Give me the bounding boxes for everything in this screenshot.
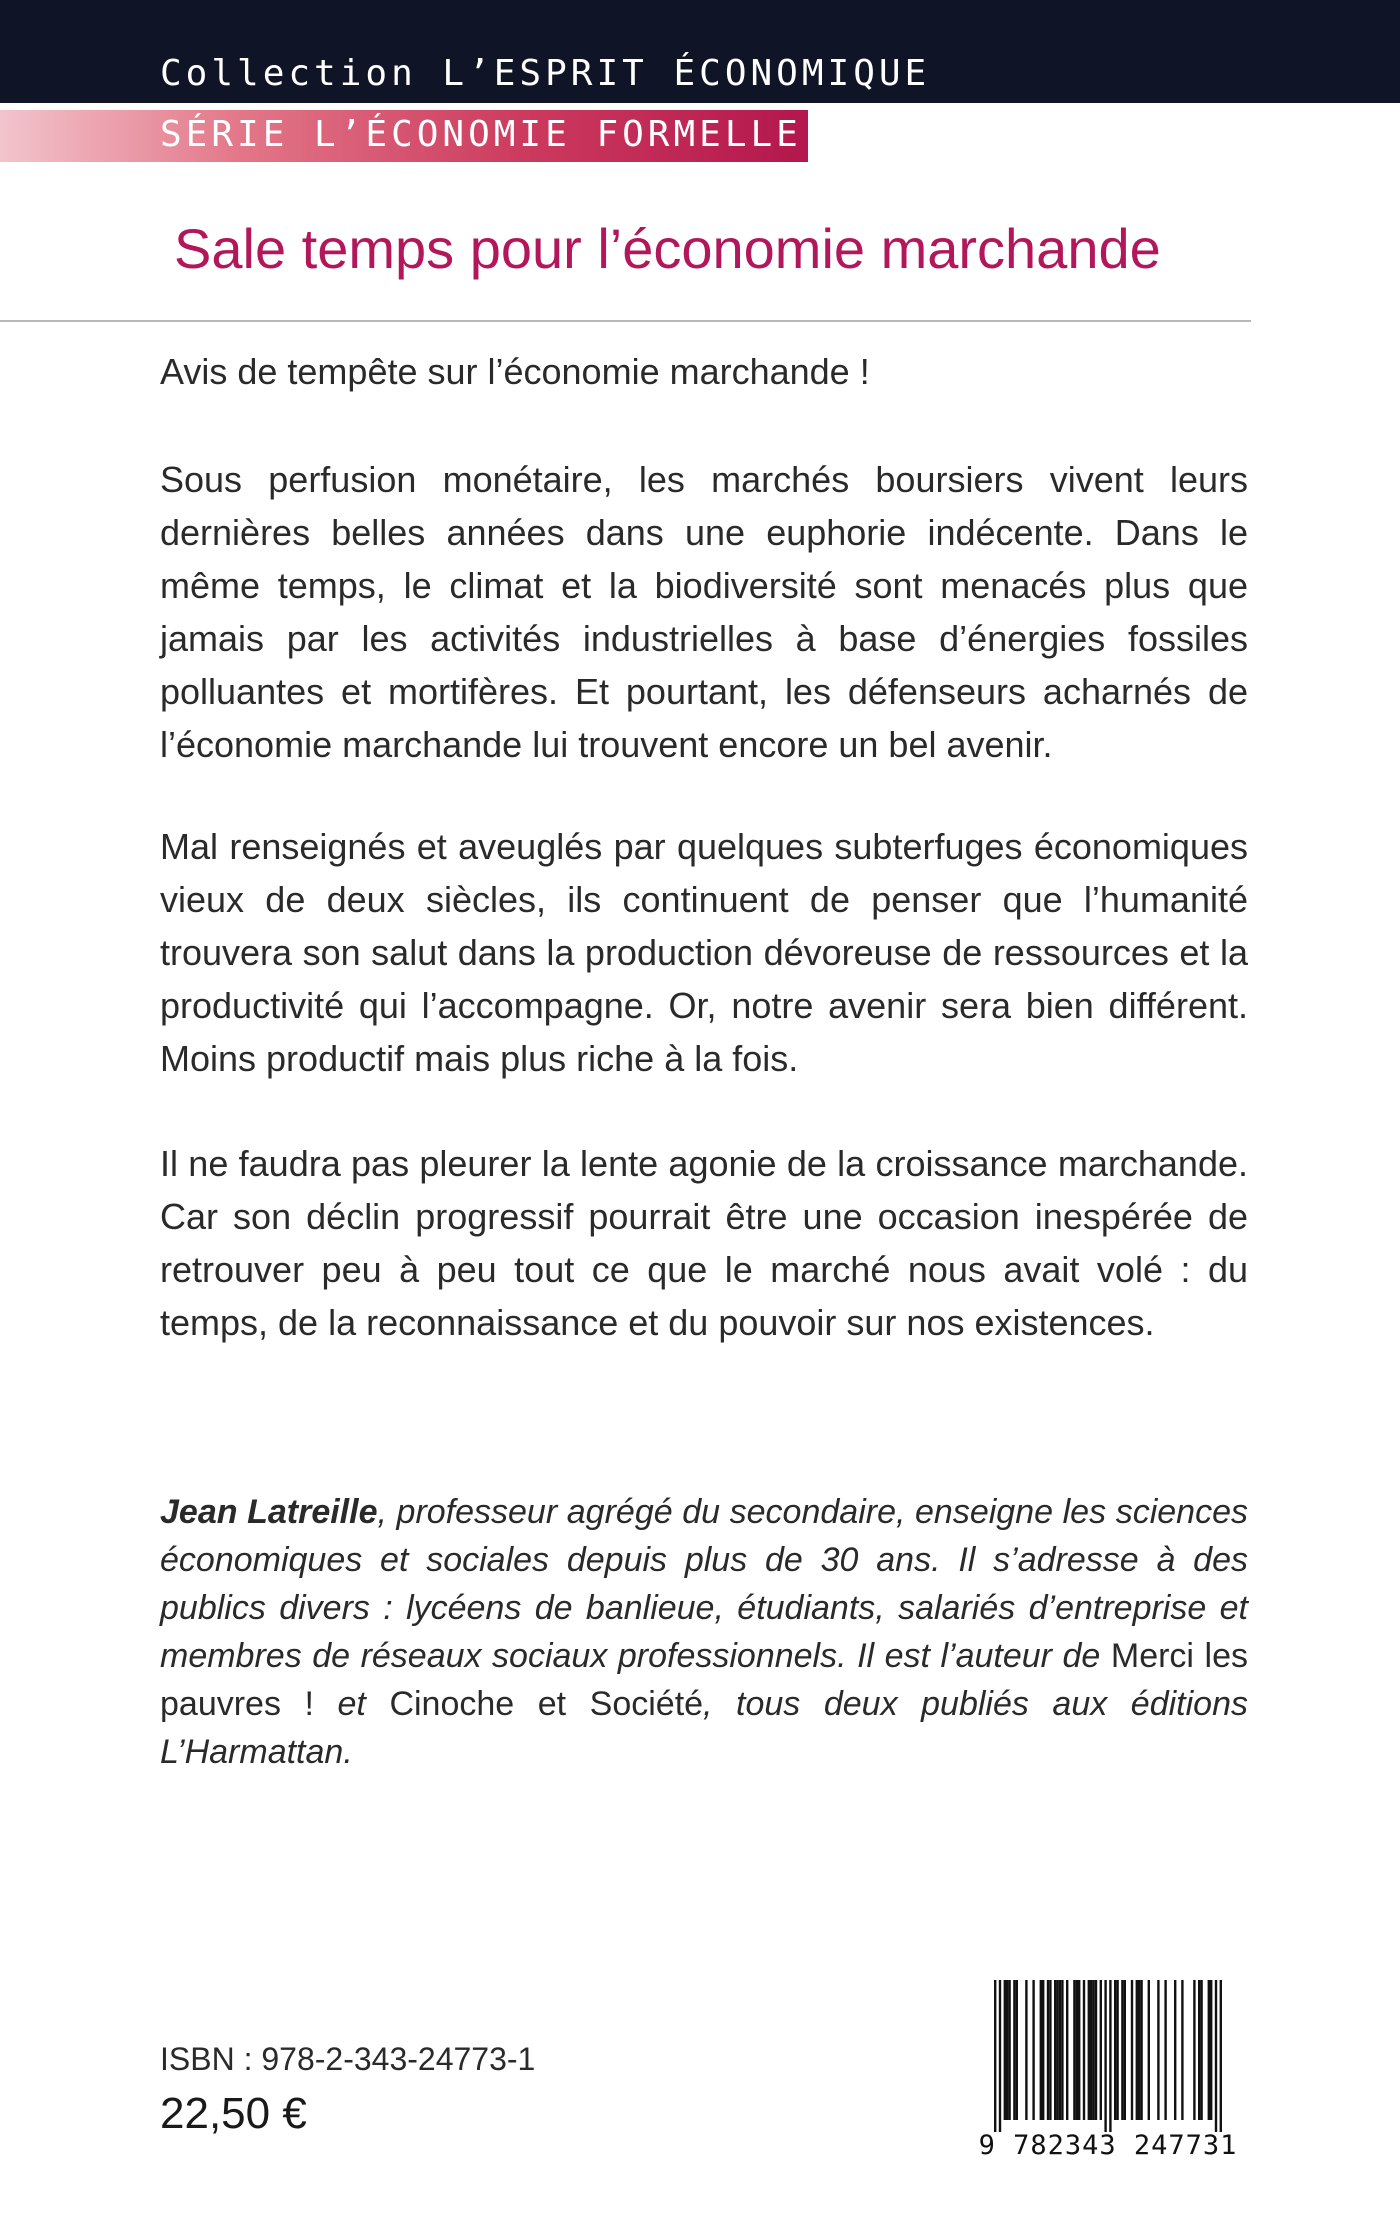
- barcode-bar: [1047, 1980, 1049, 2120]
- barcode-bar: [1100, 1980, 1102, 2120]
- barcode-bar: [1042, 1980, 1044, 2120]
- barcode-bar: [1061, 1980, 1063, 2120]
- barcode-digits: 9 782343 247731: [978, 2130, 1238, 2161]
- barcode-bar: [1090, 1980, 1092, 2120]
- author-bio-text-1: , professeur agrégé du secondaire, enseigne les sciences économiques et sociales depuis plus de 30 ans. Il s’adresse à des publics divers : lycéens de banlieue, étudiants, salariés d’entreprise et membres de réseaux sociaux professionnels. Il est l’auteur de: [160, 1493, 1248, 1675]
- barcode-bar: [1174, 1980, 1176, 2120]
- barcode-bar: [1136, 1980, 1138, 2120]
- barcode-bar: [1164, 1980, 1166, 2120]
- barcode-bar: [1138, 1980, 1140, 2120]
- book-title-2: Cinoche et Société: [389, 1685, 704, 1723]
- barcode-bar: [1004, 1980, 1006, 2120]
- barcode-bar: [1157, 1980, 1159, 2120]
- barcode-bar: [1032, 1980, 1034, 2120]
- barcode-bar: [1109, 1980, 1111, 2132]
- barcode-bar: [1049, 1980, 1051, 2120]
- barcode-bar: [1131, 1980, 1133, 2120]
- barcode-bar: [1066, 1980, 1068, 2120]
- barcode-bar: [1092, 1980, 1094, 2120]
- barcode-bar: [1088, 1980, 1090, 2120]
- barcode-bar: [1193, 1980, 1195, 2120]
- barcode-bar: [1095, 1980, 1097, 2120]
- paragraph-intro: Avis de tempête sur l’économie marchande !: [160, 351, 870, 392]
- paragraph-3: Mal renseignés et aveuglés par quelques subterfuges économiques vieux de deux siècles, ils continuent de penser que l’humanité trouvera son salut dans la production dévoreuse de ressources et la productivité qui l’accompagne. Or, notre avenir sera bien différent. Moins productif mais plus riche à la fois.: [160, 826, 1248, 1079]
- barcode-bar: [1181, 1980, 1183, 2120]
- barcode-bar: [1220, 1980, 1222, 2132]
- barcode-bar: [1013, 1980, 1015, 2120]
- barcode-bar: [1198, 1980, 1200, 2120]
- author-bio-text-2: et: [313, 1685, 390, 1723]
- barcode-bar: [1140, 1980, 1142, 2120]
- author-name: Jean Latreille: [160, 1493, 378, 1531]
- barcode-bar: [1215, 1980, 1217, 2132]
- book-title-1: Merci les pauvres !: [160, 1637, 1248, 1723]
- barcode-bar: [1210, 1980, 1212, 2120]
- title-divider: [0, 320, 1251, 322]
- barcode-bars: [978, 1972, 1238, 2132]
- barcode-bar: [1054, 1980, 1056, 2120]
- barcode-bar: [1006, 1980, 1008, 2120]
- barcode-bar: [1016, 1980, 1018, 2120]
- barcode-bar: [1114, 1980, 1116, 2120]
- barcode-bar: [1056, 1980, 1058, 2120]
- barcode-bar: [1008, 1980, 1010, 2120]
- barcode-bar: [1208, 1980, 1210, 2120]
- isbn-label: ISBN : 978-2-343-24773-1: [160, 2041, 536, 2077]
- paragraph-4: Il ne faudra pas pleurer la lente agonie de la croissance marchande. Car son déclin progressif pourrait être une occasion inespérée de retrouver peu à peu tout ce que le marché nous avait volé : du temps, de la reconnaissance et du pouvoir sur nos existences.: [160, 1143, 1248, 1343]
- book-title: Sale temps pour l’économie marchande: [174, 217, 1161, 280]
- serie-label: SÉRIE L’ÉCONOMIE FORMELLE: [160, 114, 802, 155]
- collection-label: Collection L’ESPRIT ÉCONOMIQUE: [160, 53, 931, 94]
- barcode-bar: [1148, 1980, 1150, 2120]
- barcode-bar: [1121, 1980, 1123, 2120]
- barcode-bar: [1073, 1980, 1075, 2120]
- paragraph-2: Sous perfusion monétaire, les marchés boursiers vivent leurs dernières belles années dans une euphorie indécente. Dans le même temps, le climat et la biodiversité sont menacés plus que jamais par les activités industrielles à base d’énergies fossiles polluantes et mortifères. Et pourtant, les défenseurs acharnés de l’économie marchande lui trouvent encore un bel avenir.: [160, 459, 1248, 765]
- barcode: [978, 1972, 1238, 2172]
- barcode-bar: [1200, 1980, 1202, 2120]
- barcode-bar: [994, 1980, 996, 2132]
- author-bio-text-3: , tous deux publiés aux éditions L’Harmattan.: [160, 1685, 1248, 1771]
- barcode-bar: [1025, 1980, 1027, 2120]
- barcode-bar: [999, 1980, 1001, 2132]
- barcode-bar: [1076, 1980, 1078, 2120]
- barcode-bar: [1104, 1980, 1106, 2132]
- author-bio: [160, 1488, 1248, 1776]
- barcode-bar: [1059, 1980, 1061, 2120]
- barcode-bar: [1116, 1980, 1118, 2120]
- barcode-bar: [1040, 1980, 1042, 2120]
- barcode-bar: [1124, 1980, 1126, 2120]
- barcode-bar: [1083, 1980, 1085, 2120]
- barcode-bar: [1078, 1980, 1080, 2120]
- price-label: 22,50 €: [160, 2089, 307, 2138]
